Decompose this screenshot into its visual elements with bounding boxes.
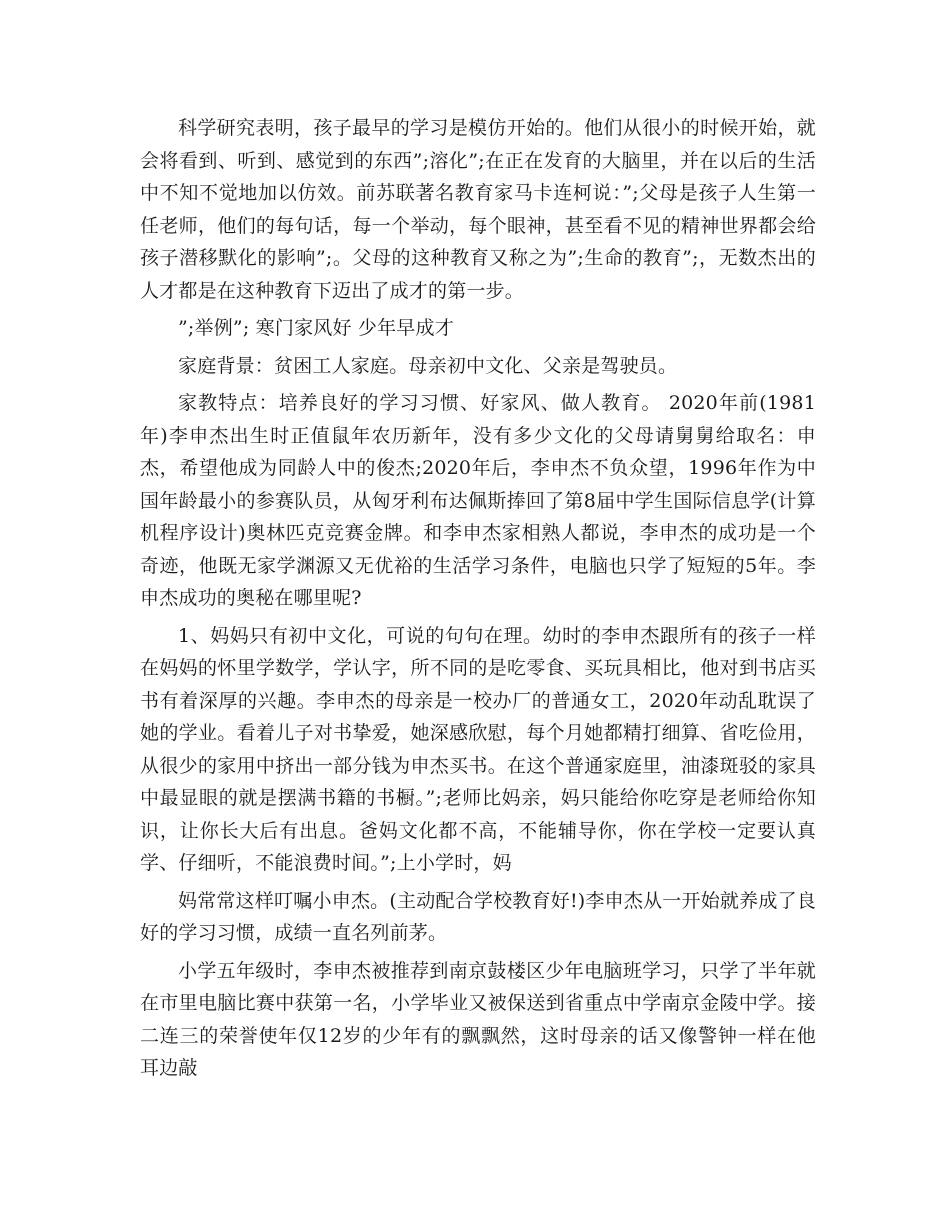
paragraph-mother: 1、妈妈只有初中文化，可说的句句在理。幼时的李申杰跟所有的孩子一样在妈妈的怀里学数学，学认字，所不同的是吃零食、买玩具相比，他对到书店买书有着深厚的兴趣。李申杰的母亲是一校办厂的普通女工，2020年动乱耽误了她的学业。看着儿子对书挚爱，她深感欣慰，每个月她都精打细算、省吃俭用，从很少的家用中挤出一部分钱为申杰买书。在这个普通家庭里，油漆斑驳的家具中最显眼的就是摆满书籍的书橱。”;老师比妈亲，妈只能给你吃穿是老师给你知识，让你长大后有出息。爸妈文化都不高，不能辅导你，你在学校一定要认真学、仔细听，不能浪费时间。”;上小学时，妈	[140, 624, 816, 874]
paragraph-family-background: 家庭背景：贫困工人家庭。母亲初中文化、父亲是驾驶员。	[178, 354, 678, 377]
paragraph-education-features: 家教特点：培养良好的学习习惯、好家风、做人教育。 2020年前(1981年)李申杰出生时正值鼠年农历新年，没有多少文化的父母请舅舅给取名：申杰，希望他成为同龄人中的俊杰;2020年后，李申杰不负众望，1996年作为中国年龄最小的参赛队员，从匈牙利布达佩斯捧回了第8届中学生国际信息学(计算机程序设计)奥林匹克竞赛金牌。和李申杰家相熟人都说，李申杰的成功是一个奇迹，他既无家学渊源又无优裕的生活学习条件，电脑也只学了短短的5年。李申杰成功的奥秘在哪里呢?	[140, 392, 816, 609]
paragraph-intro: 科学研究表明，孩子最早的学习是模仿开始的。他们从很小的时候开始，就会将看到、听到、感觉到的东西”;溶化”;在正在发育的大脑里，并在以后的生活中不知不觉地加以仿效。前苏联著名教育家马卡连柯说：”;父母是孩子人生第一任老师，他们的每句话，每一个举动，每个眼神，甚至看不见的精神世界都会给孩子潜移默化的影响”;。父母的这种教育又称之为”;生命的教育”;，无数杰出的人才都是在这种教育下迈出了成才的第一步。	[140, 117, 816, 302]
paragraph-primary-school: 小学五年级时，李申杰被推荐到南京鼓楼区少年电脑班学习，只学了半年就在市里电脑比赛中获第一名，小学毕业又被保送到省重点中学南京金陵中学。接二连三的荣誉使年仅12岁的少年有的飘飘然，这时母亲的话又像警钟一样在他耳边敲	[140, 959, 816, 1079]
paragraph-habits: 妈常常这样叮嘱小申杰。(主动配合学校教育好!)李申杰从一开始就养成了良好的学习习惯，成绩一直名列前茅。	[140, 889, 816, 944]
document-body	[140, 112, 816, 1090]
paragraph-example-heading: ”;举例”; 寒门家风好 少年早成才	[178, 317, 454, 339]
